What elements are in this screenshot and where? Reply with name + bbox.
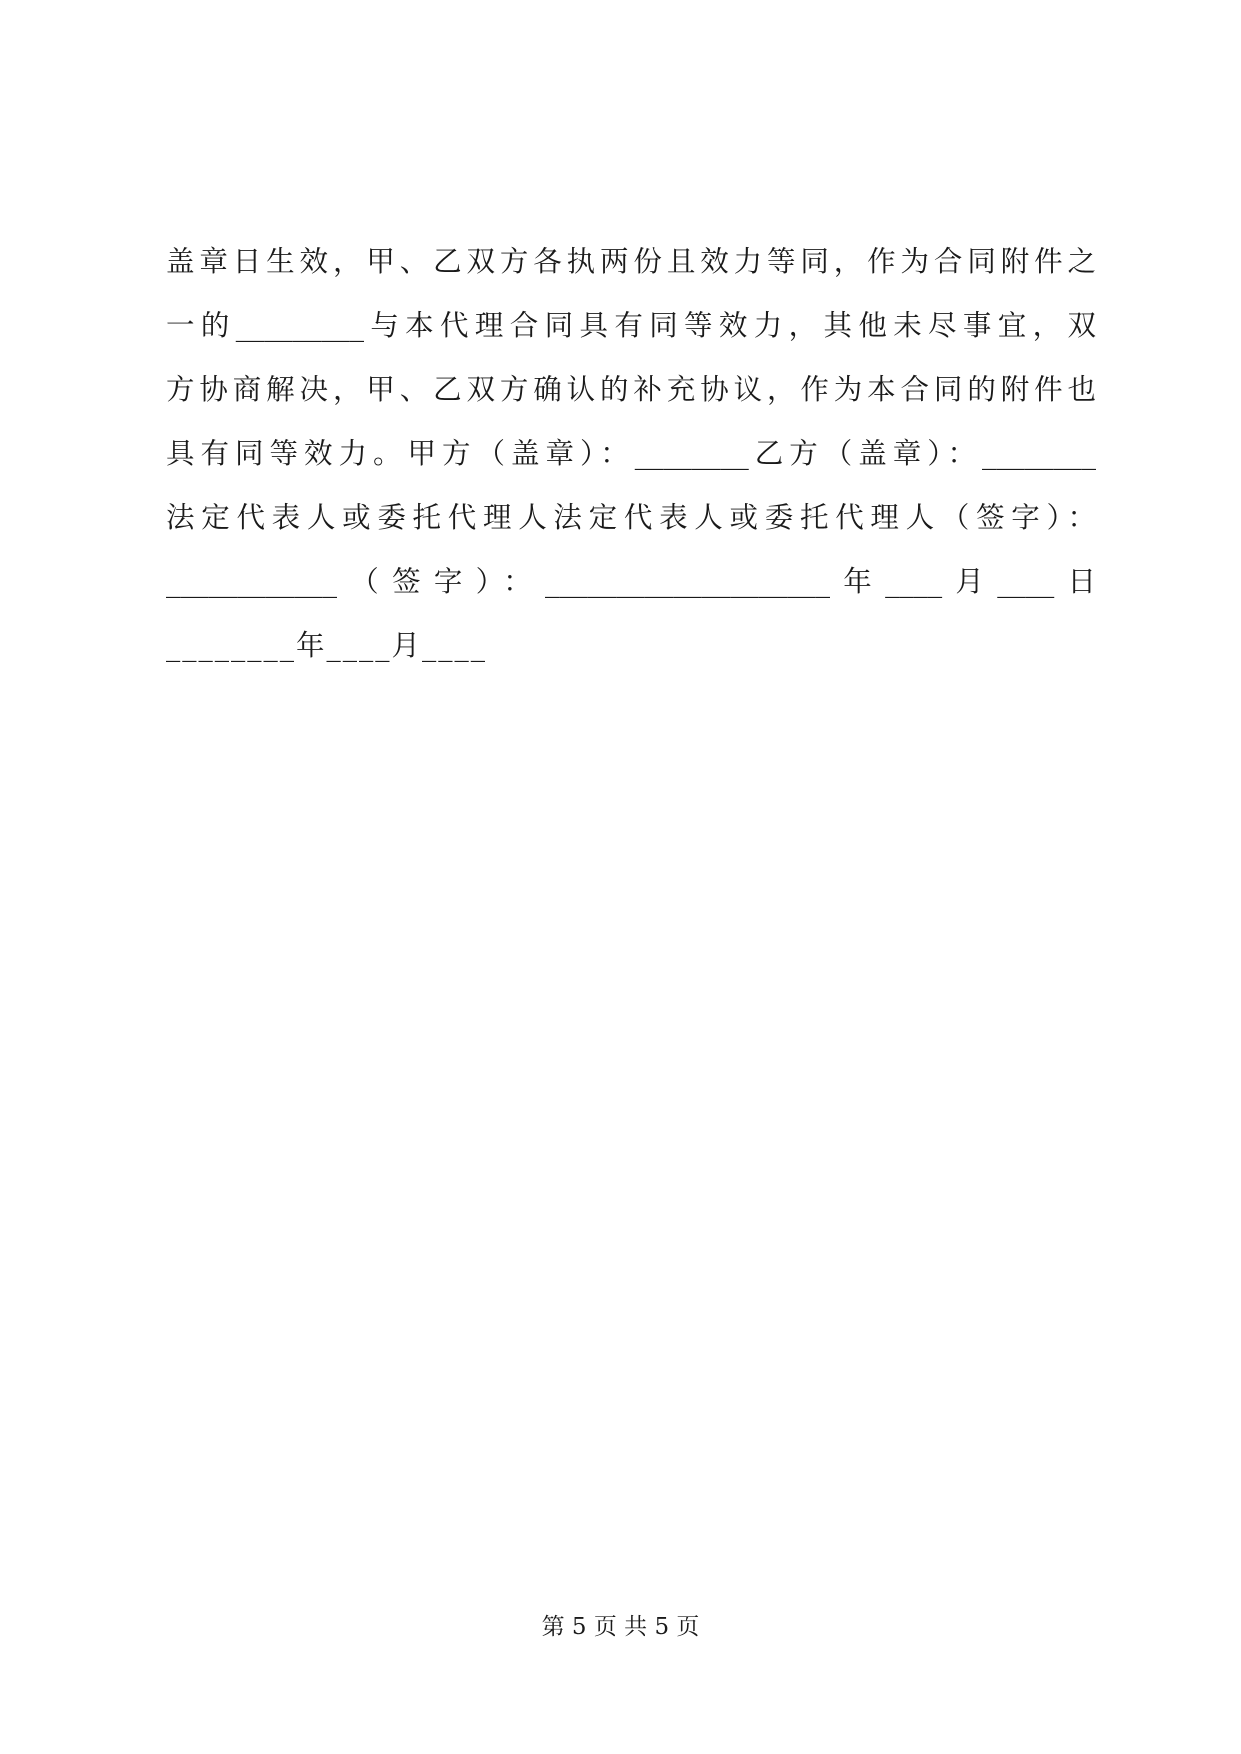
text-line: 法定代表人或委托代理人法定代表人或委托代理人（签字）：	[166, 501, 1096, 534]
text-line: ____________（签字）：____________________年____月____日	[166, 565, 1096, 598]
text-line: 方协商解决，甲、乙双方确认的补充协议，作为本合同的附件也	[166, 373, 1096, 406]
text-line: 一的_________与本代理合同具有同等效力，其他未尽事宜，双	[166, 309, 1096, 342]
text-line: 具有同等效力。甲方（盖章）：________乙方（盖章）：________	[166, 437, 1096, 470]
contract-body-text	[166, 230, 1096, 678]
text-line: 盖章日生效，甲、乙双方各执两份且效力等同，作为合同附件之	[166, 245, 1096, 278]
text-line: ________年____月____	[166, 629, 488, 662]
page-number-footer: 第 5 页 共 5 页	[541, 1614, 700, 1640]
